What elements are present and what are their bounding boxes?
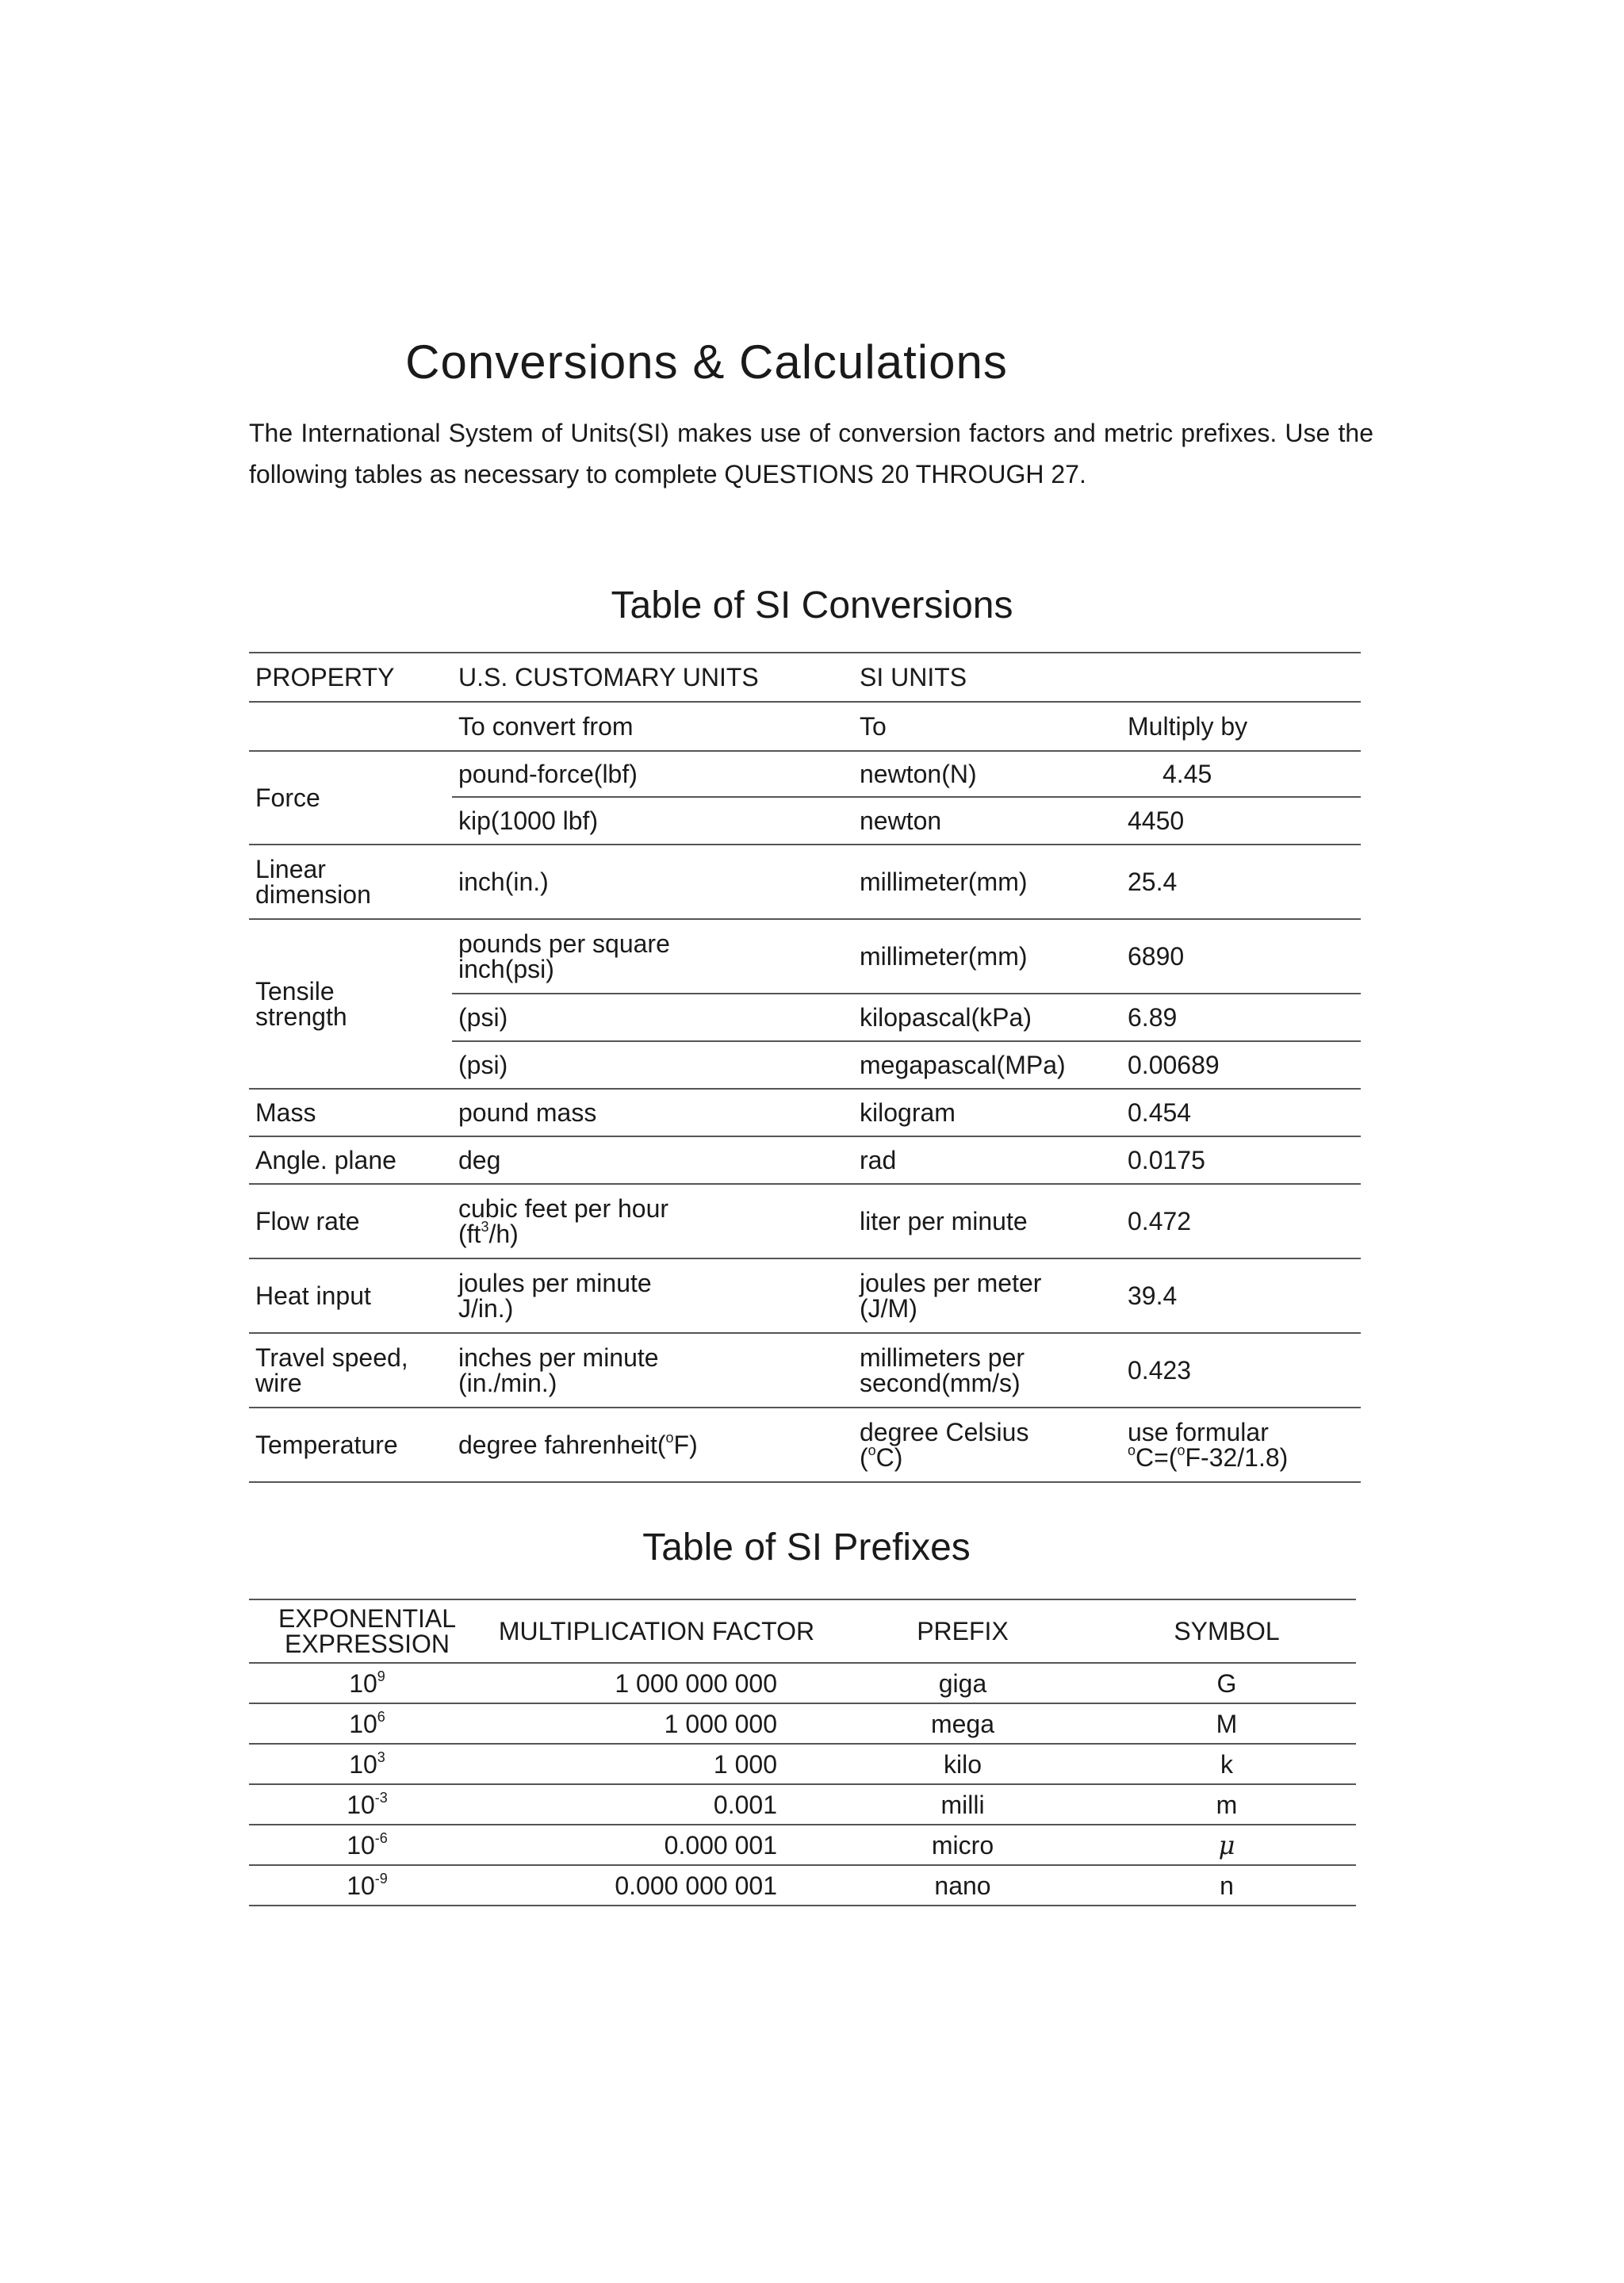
prefixes-table-title: Table of SI Prefixes — [642, 1526, 971, 1569]
table-row: Linear dimension inch(in.) millimeter(mm) 25.4 — [249, 845, 1361, 919]
property-force: Force — [249, 751, 452, 845]
property-mass: Mass — [249, 1089, 452, 1136]
subheader-from: To convert from — [452, 702, 853, 751]
property-heat-input: Heat input — [249, 1258, 452, 1333]
table-row: $10^6$ 1 000 000 mega M — [249, 1703, 1356, 1744]
si-prefixes-table — [249, 1599, 1356, 1906]
table-row: Mass pound mass kilogram 0.454 — [249, 1089, 1361, 1136]
table-row: (psi) megapascal(MPa) 0.00689 — [249, 1041, 1361, 1089]
property-temperature: Temperature — [249, 1408, 452, 1482]
property-angle-plane: Angle. plane — [249, 1136, 452, 1184]
conversions-table-title: Table of SI Conversions — [611, 584, 1013, 626]
table-row: Tensile strength pounds per square inch(psi) millimeter(mm) 6890 — [249, 919, 1361, 994]
table-subheader-row — [249, 702, 1361, 751]
table-row: $10^{-3}$ 0.001 milli m — [249, 1784, 1356, 1825]
table-header-row — [249, 653, 1361, 702]
header-customary-units: U.S. CUSTOMARY UNITS — [452, 653, 853, 702]
property-linear-dimension: Linear dimension — [249, 845, 452, 919]
property-tensile-strength: Tensile strength — [249, 919, 452, 1089]
table-row: Flow rate cubic feet per hour $(ft^3/h)$ liter per minute 0.472 — [249, 1184, 1361, 1258]
header-multiplication-factor: MULTIPLICATION FACTOR — [485, 1599, 828, 1663]
si-conversions-table — [249, 652, 1361, 1483]
header-si-units: SI UNITS — [853, 653, 1121, 702]
subheader-to: To — [853, 702, 1121, 751]
header-prefix: PREFIX — [828, 1599, 1097, 1663]
property-travel-speed: Travel speed, wire — [249, 1333, 452, 1408]
property-flow-rate: Flow rate — [249, 1184, 452, 1258]
header-property: PROPERTY — [249, 653, 452, 702]
table-row: Temperature degree fahrenheit($^o$F) degree Celsius ($^o$C) use formular $^o$C=($^o$F-32/1.8) — [249, 1408, 1361, 1482]
header-symbol: SYMBOL — [1097, 1599, 1356, 1663]
table-row: Heat input joules per minute J/in.) joules per meter (J/M) 39.4 — [249, 1258, 1361, 1333]
intro-paragraph: The International System of Units(SI) makes use of conversion factors and metric prefixes. Use the following tables as necessary to complete QUESTIONS 20 THROUGH 27. — [249, 419, 1373, 488]
table-row: Travel speed, wire inches per minute (in./min.) millimeters per second(mm/s) 0.423 — [249, 1333, 1361, 1408]
table-row: $10^{-6}$ 0.000 001 micro μ — [249, 1825, 1356, 1865]
table-row: Force pound-force(lbf) newton(N) 4.45 — [249, 751, 1361, 797]
page-title: Conversions & Calculations — [405, 335, 1008, 389]
table-row: $10^9$ 1 000 000 000 giga G — [249, 1663, 1356, 1703]
table-row: $10^3$ 1 000 kilo k — [249, 1744, 1356, 1784]
table-row: (psi) kilopascal(kPa) 6.89 — [249, 994, 1361, 1041]
table-row: Angle. plane deg rad 0.0175 — [249, 1136, 1361, 1184]
table-header-row — [249, 1599, 1356, 1663]
subheader-multiply: Multiply by — [1121, 702, 1361, 751]
table-row: kip(1000 lbf) newton 4450 — [249, 797, 1361, 845]
table-row: $10^{-9}$ 0.000 000 001 nano n — [249, 1865, 1356, 1906]
header-exponential-expression: EXPONENTIAL EXPRESSION — [249, 1599, 485, 1663]
